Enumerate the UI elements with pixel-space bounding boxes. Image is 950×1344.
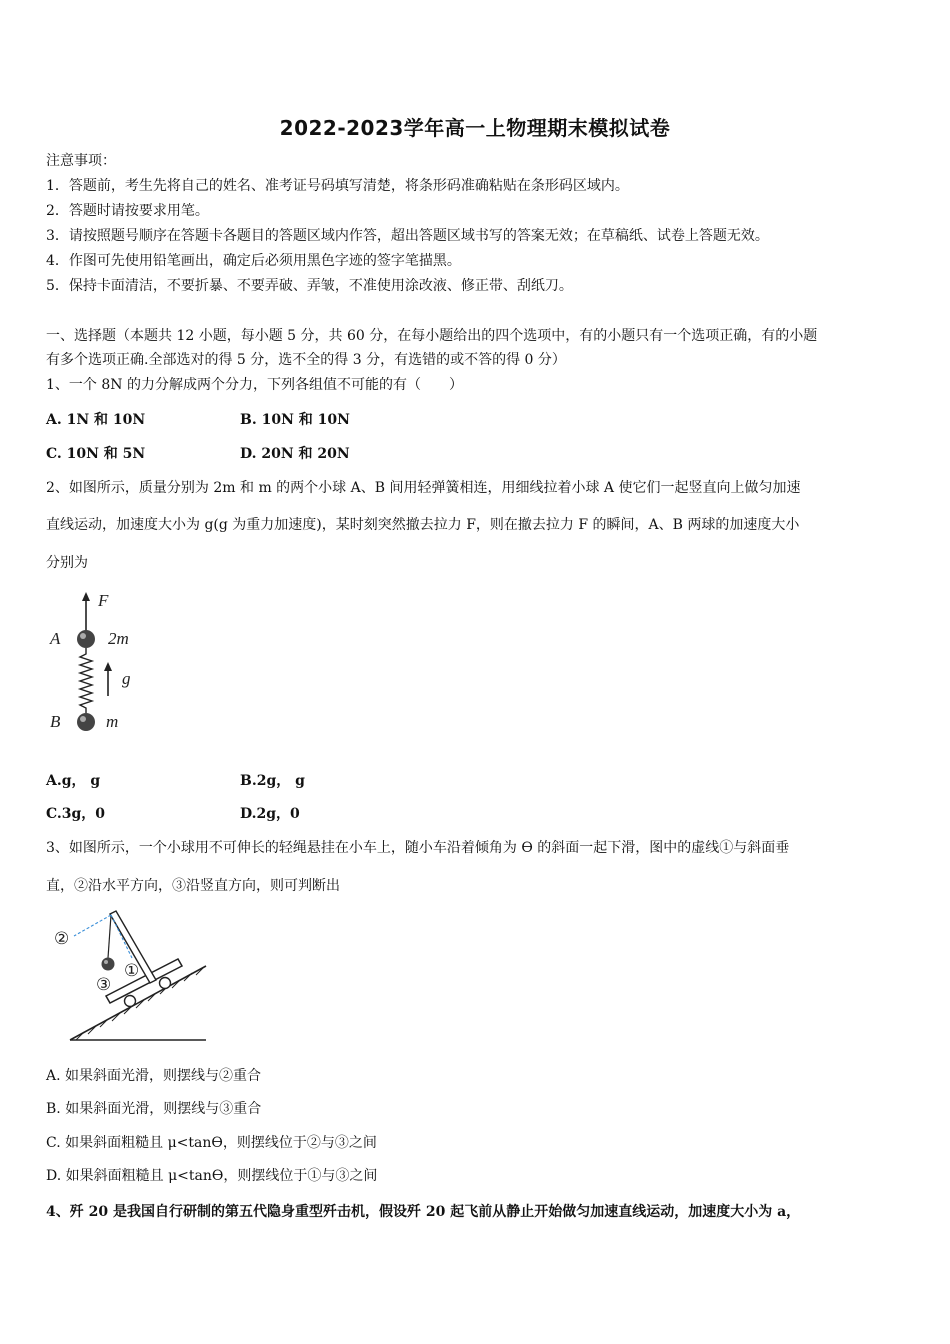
spring-balls-figure [44, 586, 154, 736]
q2-line3: 分别为 [46, 555, 88, 571]
cart-wheel-2 [160, 978, 171, 989]
notice-heading: 注意事项： [46, 153, 116, 169]
q2-option-d: D.2g，0 [240, 806, 300, 822]
q1-option-d: D. 20N 和 20N [240, 446, 350, 462]
section1-line1: 一、选择题（本题共 12 小题，每小题 5 分，共 60 分，在每小题给出的四个选项中，有的小题只有一个选项正确，有的小题 [46, 328, 818, 344]
q3-option-c: C. 如果斜面粗糙且 μ<tanϴ，则摆线位于②与③之间 [46, 1135, 377, 1151]
section1-line2: 有多个选项正确.全部选对的得 5 分，选不全的得 3 分，有选错的或不答的得 0 分） [46, 352, 566, 368]
ball-b [77, 713, 95, 731]
q2-line2: 直线运动，加速度大小为 g(g 为重力加速度)，某时刻突然撤去拉力 F，则在撤去拉力 F 的瞬间，A、B 两球的加速度大小 [46, 517, 800, 533]
notice-item-4: 4．作图可先使用铅笔画出，确定后必须用黑色字迹的签字笔描黑。 [46, 253, 461, 269]
label-m: m [106, 712, 119, 731]
q1-option-b: B. 10N 和 10N [240, 412, 350, 428]
q1-option-a: A. 1N 和 10N [46, 412, 146, 428]
spring [80, 648, 92, 713]
q1-option-c: C. 10N 和 5N [46, 446, 146, 462]
q3-line1: 3、如图所示，一个小球用不可伸长的轻绳悬挂在小车上，随小车沿着倾角为 ϴ 的斜面一起下滑，图中的虚线①与斜面垂 [46, 840, 790, 856]
cart-wheel-1 [125, 996, 136, 1007]
ball-a [77, 630, 95, 648]
label-circle-3: ③ [96, 975, 112, 995]
label-g: g [122, 669, 131, 688]
label-b: B [50, 712, 61, 731]
acceleration-arrow-icon [104, 662, 112, 671]
q3-line2: 直，②沿水平方向，③沿竖直方向，则可判断出 [46, 878, 340, 894]
q3-option-a: A. 如果斜面光滑，则摆线与②重合 [46, 1068, 262, 1084]
pendulum-ball [102, 958, 115, 971]
q2-option-b: B.2g， g [240, 773, 305, 789]
label-a: A [50, 629, 61, 648]
page-title: 2022-2023学年高一上物理期末模拟试卷 [279, 116, 671, 140]
q3-option-b: B. 如果斜面光滑，则摆线与③重合 [46, 1101, 262, 1117]
q2-line1: 2、如图所示，质量分别为 2m 和 m 的两个小球 A、B 间用轻弹簧相连，用细线拉着小球 A 使它们一起竖直向上做匀加速 [46, 480, 801, 496]
label-circle-1: ① [124, 961, 140, 981]
q3-option-d: D. 如果斜面粗糙且 μ<tanϴ，则摆线位于①与③之间 [46, 1168, 378, 1184]
q4-line1: 4、歼 20 是我国自行研制的第五代隐身重型歼击机，假设歼 20 起飞前从静止开始做匀加速直线运动，加速度大小为 a， [46, 1204, 801, 1220]
label-circle-2: ② [54, 929, 70, 949]
q2-option-c: C.3g，0 [46, 806, 106, 822]
notice-item-2: 2．答题时请按要求用笔。 [46, 203, 209, 219]
q1-stem: 1、一个 8N 的力分解成两个分力，下列各组值不可能的有（ ） [46, 377, 463, 393]
notice-item-3: 3．请按照题号顺序在答题卡各题目的答题区域内作答，超出答题区域书写的答案无效；在草稿纸、试卷上答题无效。 [46, 228, 769, 244]
incline-cart-figure [44, 902, 214, 1052]
pendulum-string [108, 915, 111, 958]
notice-item-5: 5．保持卡面清洁，不要折暴、不要弄破、弄皱，不准使用涂改液、修正带、刮纸刀。 [46, 278, 573, 294]
label-2m: 2m [108, 629, 129, 648]
q2-option-a: A.g， g [46, 773, 101, 789]
dashed-line-2 [74, 915, 111, 936]
force-arrow-icon [82, 592, 90, 601]
label-f: F [98, 591, 109, 610]
notice-item-1: 1．答题前，考生先将自己的姓名、准考证号码填写清楚，将条形码准确粘贴在条形码区域内。 [46, 178, 629, 194]
